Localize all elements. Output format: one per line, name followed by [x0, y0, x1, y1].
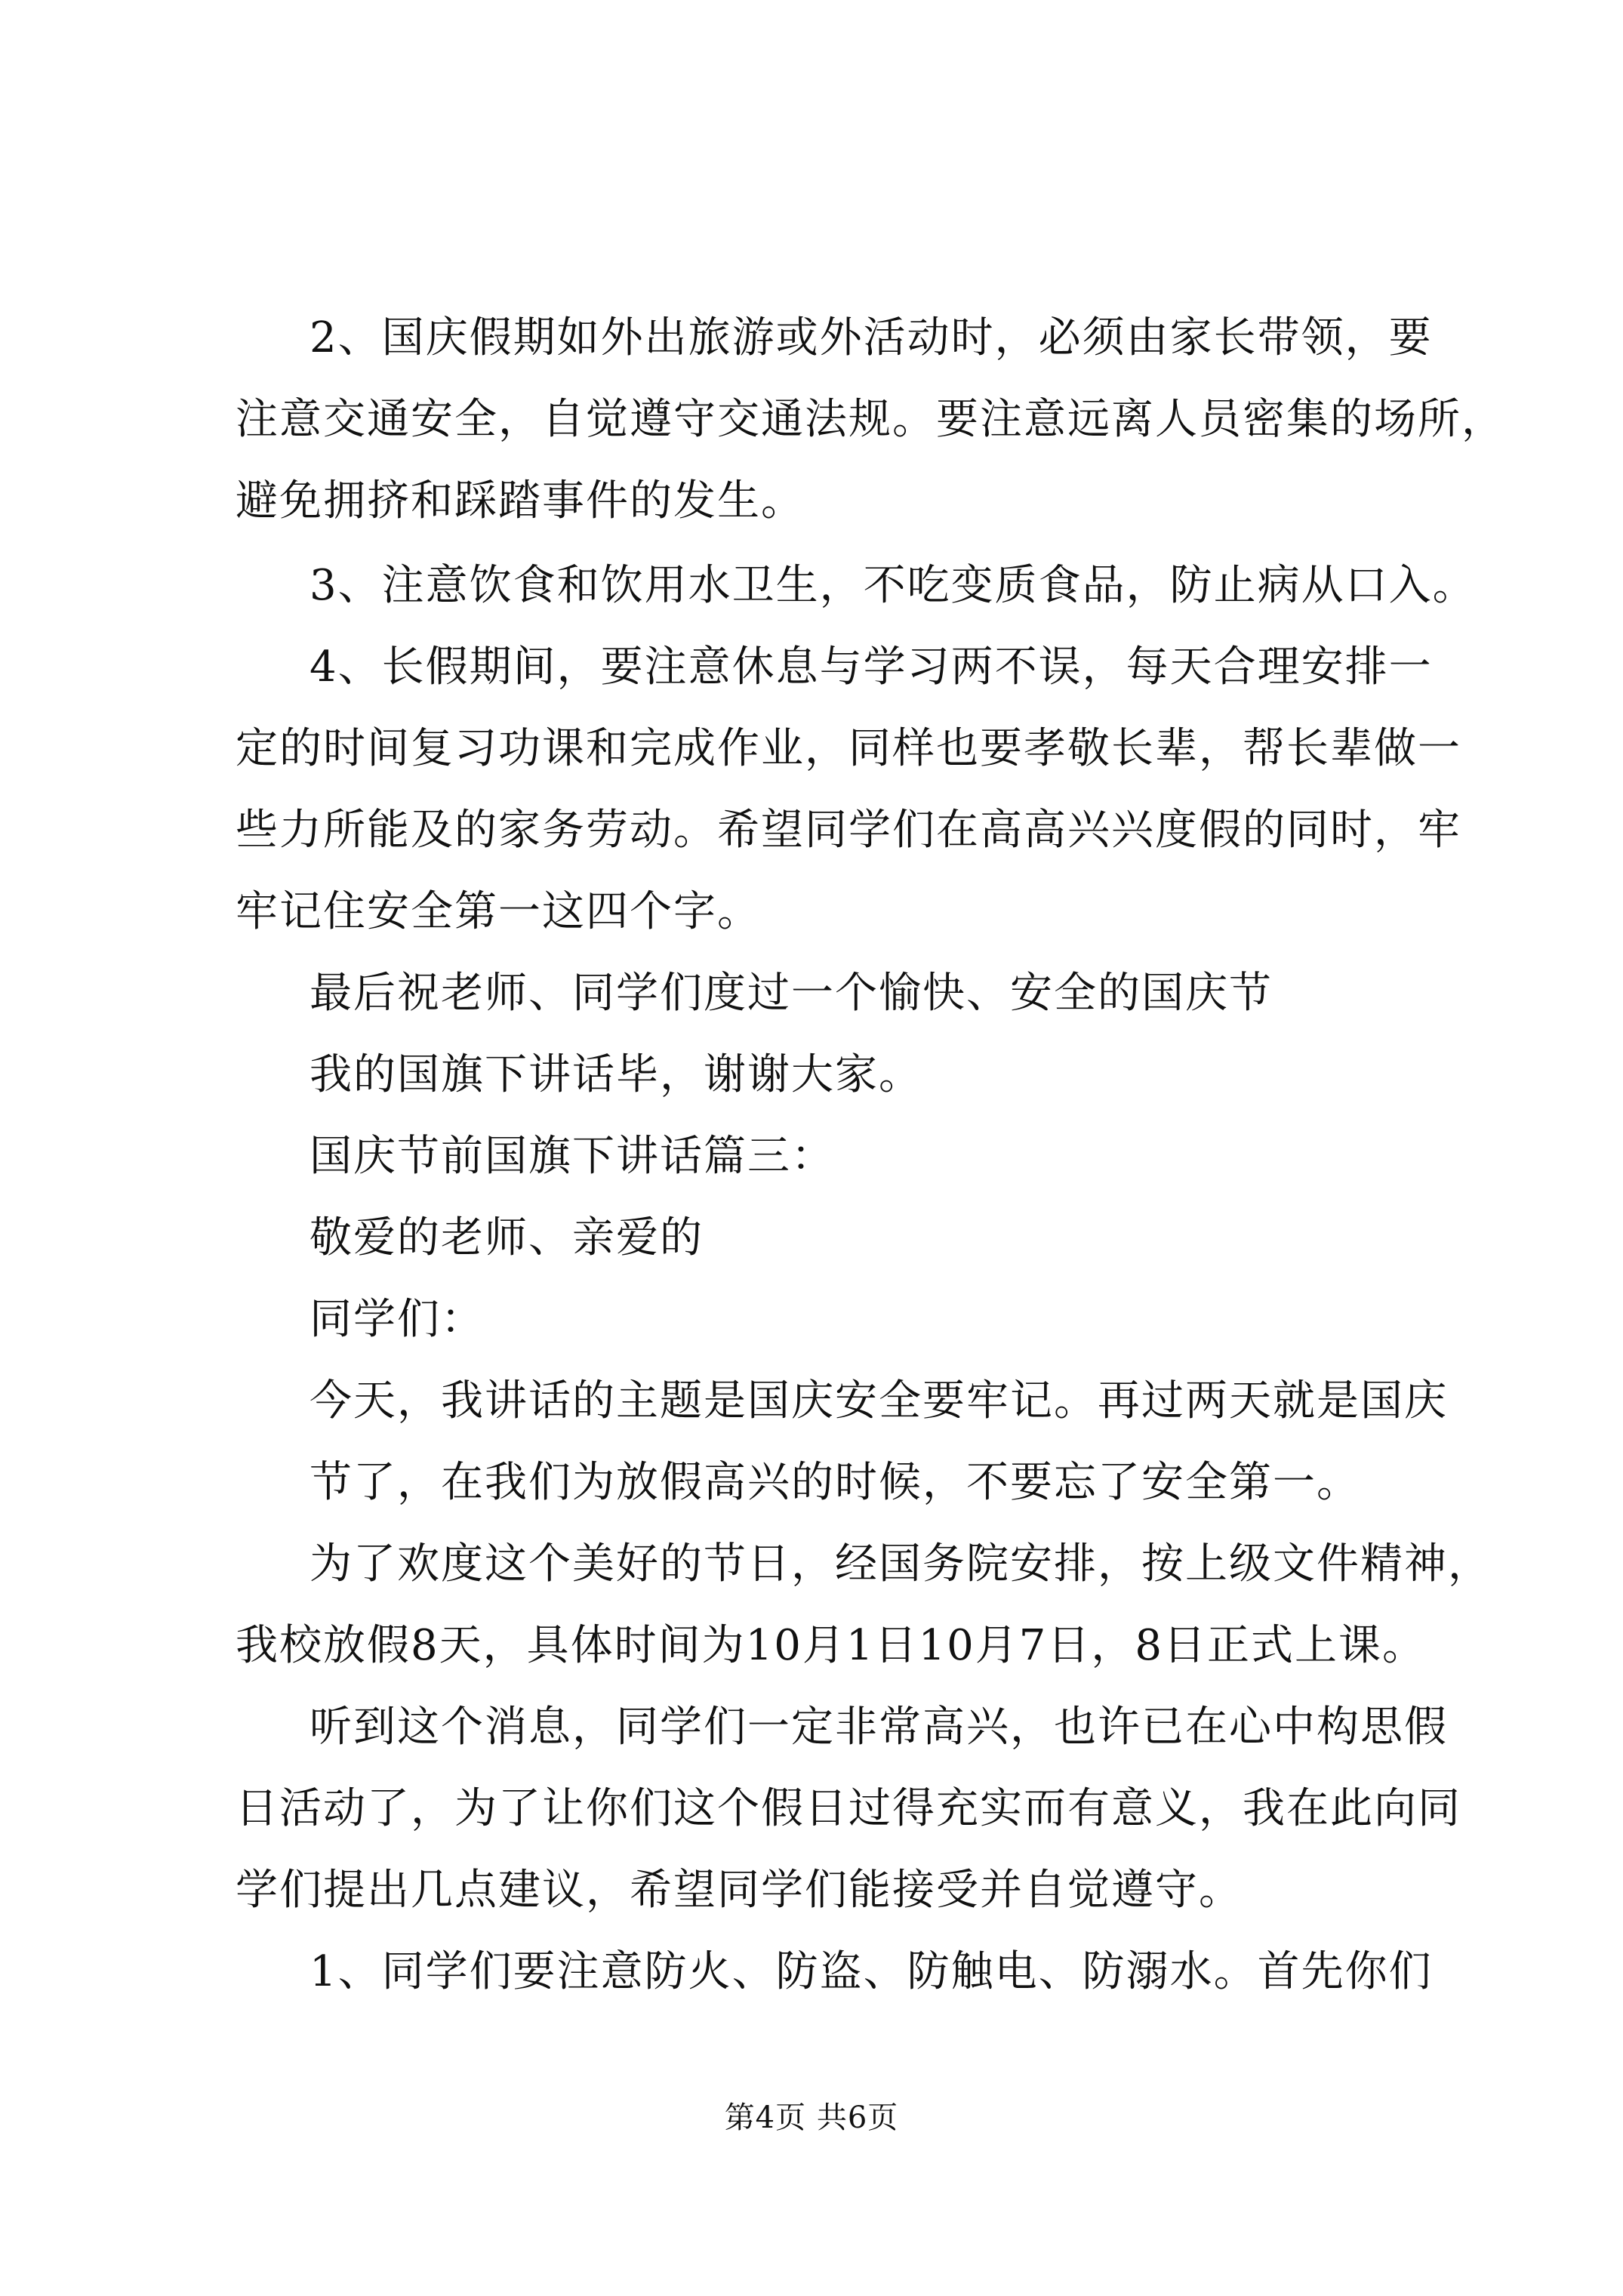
- text-line: 注意交通安全，自觉遵守交通法规。要注意远离人员密集的场所，: [236, 395, 1505, 444]
- text-line: 同学们：: [310, 1295, 485, 1344]
- text-line: 定的时间复习功课和完成作业，同样也要孝敬长辈，帮长辈做一: [236, 724, 1461, 773]
- text-line: 避免拥挤和踩踏事件的发生。: [236, 476, 805, 525]
- text-line: 4、长假期间，要注意休息与学习两不误，每天合理安排一: [310, 643, 1433, 692]
- text-line: 为了欢度这个美好的节日，经国务院安排，按上级文件精神，: [310, 1539, 1492, 1589]
- text-line: 牢记住安全第一这四个字。: [236, 887, 761, 936]
- text-line: 学们提出几点建议，希望同学们能接受并自觉遵守。: [236, 1866, 1243, 1915]
- text-line: 1、同学们要注意防火、防盗、防触电、防溺水。首先你们: [310, 1947, 1433, 1996]
- text-line: 日活动了，为了让你们这个假日过得充实而有意义，我在此向同: [236, 1784, 1461, 1833]
- text-line: 最后祝老师、同学们度过一个愉快、安全的国庆节: [310, 969, 1273, 1018]
- page-number-footer: 第4页 共6页: [724, 2100, 899, 2135]
- text-line: 我校放假8天，具体时间为10月1日10月7日，8日正式上课。: [236, 1621, 1427, 1670]
- text-line: 3、注意饮食和饮用水卫生，不吃变质食品，防止病从口入。: [310, 561, 1477, 610]
- text-line: 2、国庆假期如外出旅游或外活动时，必须由家长带领，要: [310, 313, 1433, 362]
- text-line: 听到这个消息，同学们一定非常高兴，也许已在心中构思假: [310, 1703, 1448, 1752]
- section-heading: 国庆节前国旗下讲话篇三：: [310, 1132, 835, 1181]
- text-line: 敬爱的老师、亲爱的: [310, 1213, 704, 1262]
- text-line: 些力所能及的家务劳动。希望同学们在高高兴兴度假的同时，牢: [236, 806, 1461, 855]
- text-line: 我的国旗下讲话毕，谢谢大家。: [310, 1050, 922, 1099]
- text-line: 节了，在我们为放假高兴的时候，不要忘了安全第一。: [310, 1458, 1360, 1507]
- text-line: 今天，我讲话的主题是国庆安全要牢记。再过两天就是国庆: [310, 1376, 1448, 1425]
